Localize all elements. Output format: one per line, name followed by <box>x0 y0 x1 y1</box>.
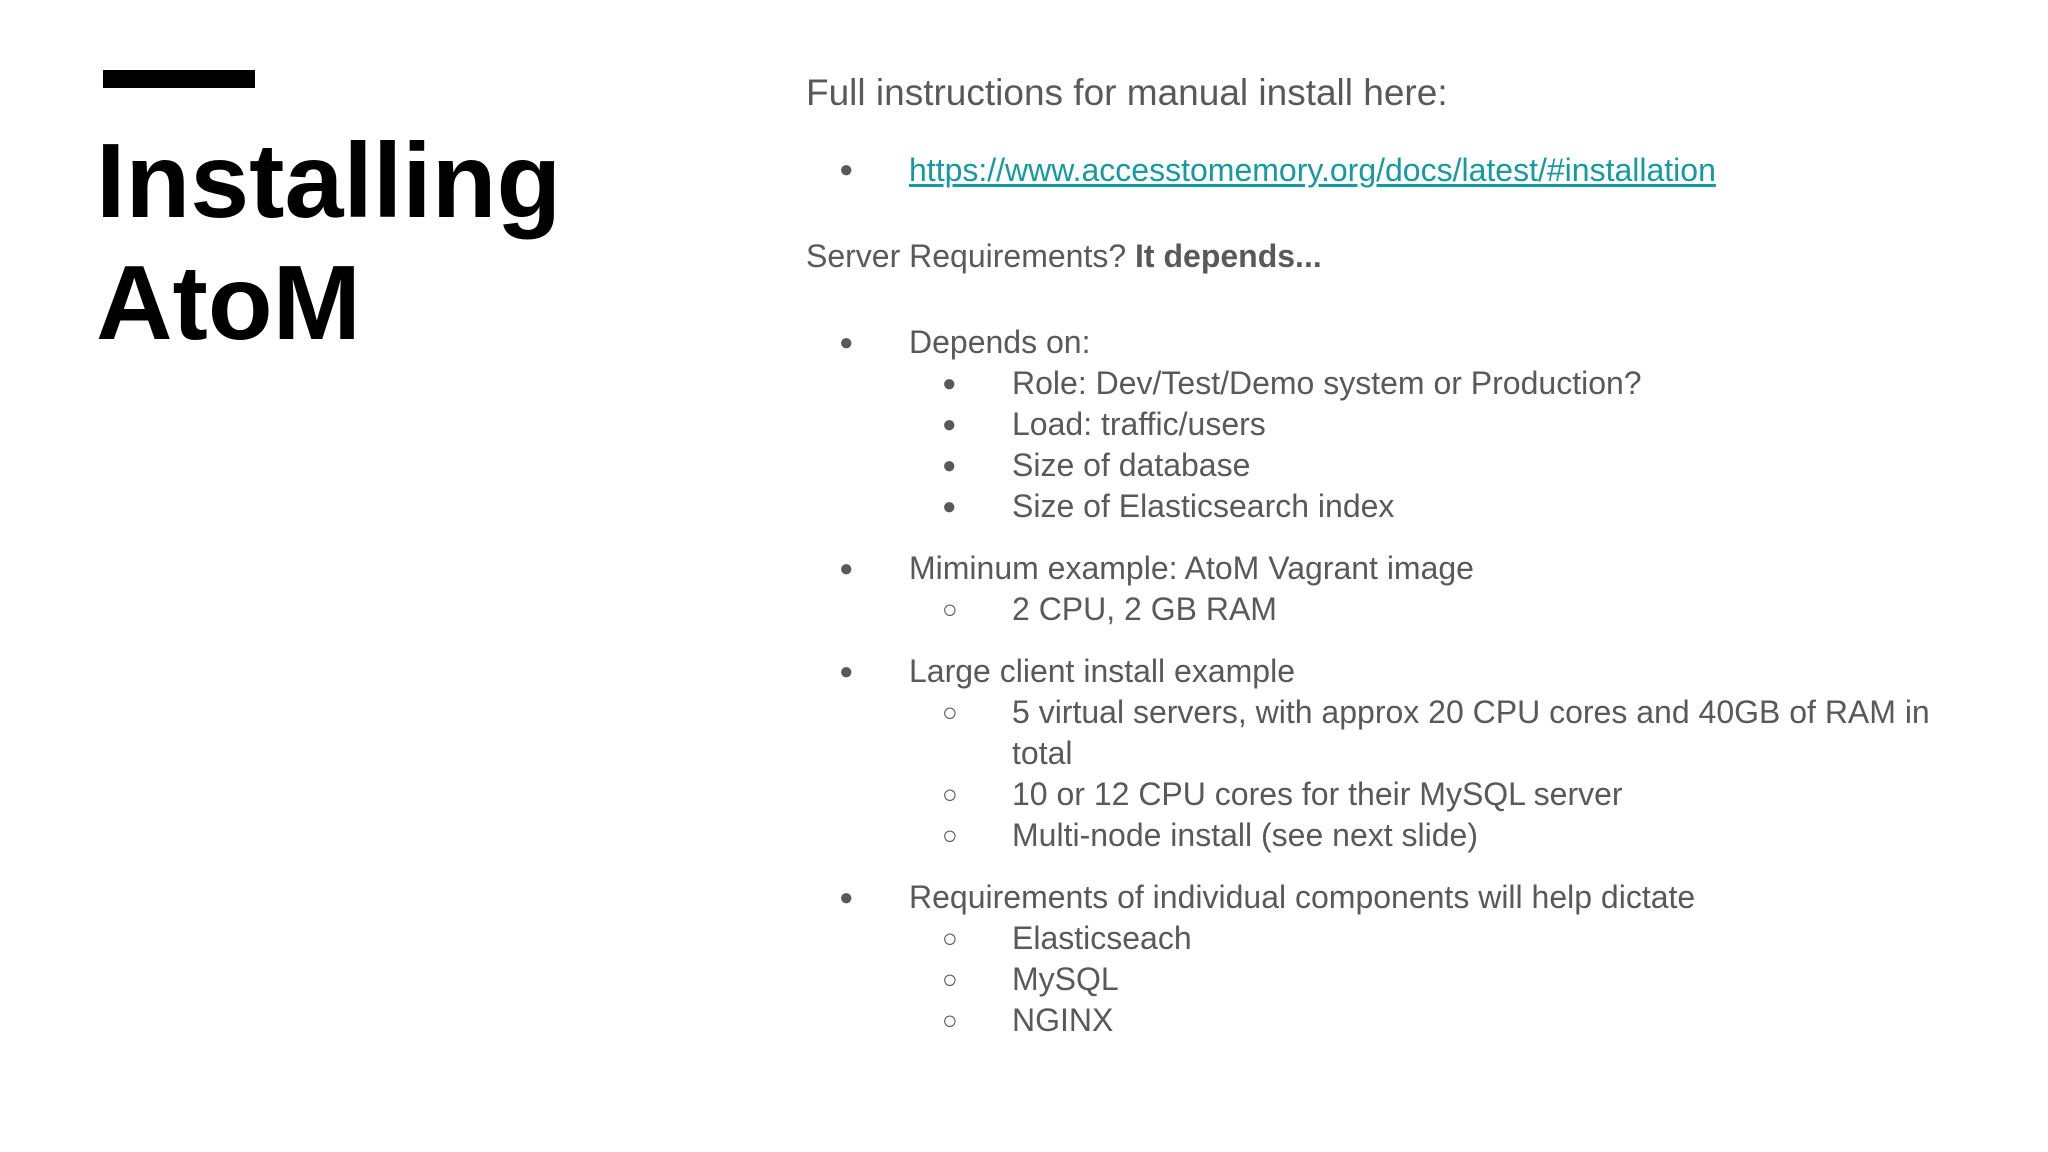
accent-bar <box>103 70 255 88</box>
requirements-text <box>806 235 1986 277</box>
requirements-bold: It depends... <box>1135 238 1322 274</box>
bullet-filled-icon: ● <box>942 452 957 479</box>
slide-title <box>96 120 716 364</box>
title-line-1: Installing <box>96 122 562 240</box>
list-item <box>909 918 1986 959</box>
bullet-hollow-icon: ○ <box>942 779 958 809</box>
list-item <box>909 959 1986 1000</box>
list-item <box>806 149 1986 191</box>
list-item <box>909 486 1986 527</box>
bullet-filled-icon: ● <box>839 555 854 582</box>
sub-item-text: 2 CPU, 2 GB RAM <box>1012 591 1277 627</box>
sub-list <box>909 589 1986 630</box>
list-item <box>806 877 1986 1041</box>
sub-item-text: 5 virtual servers, with approx 20 CPU cores and 40GB of RAM in total <box>1012 694 1930 771</box>
bullet-hollow-icon: ○ <box>942 594 958 624</box>
slide-content <box>806 65 1986 1062</box>
list-item <box>806 548 1986 630</box>
sub-item-text: Elasticseach <box>1012 920 1192 956</box>
sub-item-text: 10 or 12 CPU cores for their MySQL server <box>1012 776 1623 812</box>
intro-text: Full instructions for manual install here: <box>806 72 1448 113</box>
sub-item-text: Size of database <box>1012 447 1251 483</box>
list-item <box>909 445 1986 486</box>
bullet-hollow-icon: ○ <box>942 964 958 994</box>
bullet-filled-icon: ● <box>839 156 854 183</box>
sub-list <box>909 692 1986 856</box>
bullet-filled-icon: ● <box>942 411 957 438</box>
bullet-hollow-icon: ○ <box>942 697 958 727</box>
sub-list <box>909 363 1986 527</box>
list-item <box>806 651 1986 856</box>
title-line-2: AtoM <box>96 244 361 362</box>
group-label: Requirements of individual components will help dictate <box>909 879 1696 915</box>
sub-item-text: Multi-node install (see next slide) <box>1012 817 1478 853</box>
bullet-filled-icon: ● <box>839 658 854 685</box>
bullet-hollow-icon: ○ <box>942 820 958 850</box>
bullet-hollow-icon: ○ <box>942 1005 958 1035</box>
list-item <box>909 1000 1986 1041</box>
sub-item-text: MySQL <box>1012 961 1119 997</box>
bullet-filled-icon: ● <box>942 493 957 520</box>
bullet-filled-icon: ● <box>942 370 957 397</box>
installation-docs-link[interactable]: https://www.accesstomemory.org/docs/latest/#installation <box>909 152 1716 188</box>
group-label: Depends on: <box>909 324 1091 360</box>
sub-item-text: Load: traffic/users <box>1012 406 1266 442</box>
list-item <box>909 363 1986 404</box>
bullet-filled-icon: ● <box>839 329 854 356</box>
sub-item-text: Size of Elasticsearch index <box>1012 488 1395 524</box>
sub-item-text: NGINX <box>1012 1002 1114 1038</box>
requirements-list <box>806 322 1986 1041</box>
bullet-filled-icon: ● <box>839 884 854 911</box>
list-item <box>909 404 1986 445</box>
group-label: Large client install example <box>909 653 1295 689</box>
list-item <box>909 774 1986 815</box>
list-item <box>909 589 1986 630</box>
sub-list <box>909 918 1986 1041</box>
requirements-prefix: Server Requirements? <box>806 238 1127 274</box>
list-item <box>909 815 1986 856</box>
sub-item-text: Role: Dev/Test/Demo system or Production? <box>1012 365 1642 401</box>
link-list <box>806 149 1986 191</box>
list-item <box>909 692 1986 774</box>
list-item <box>806 322 1986 527</box>
group-label: Miminum example: AtoM Vagrant image <box>909 550 1474 586</box>
bullet-hollow-icon: ○ <box>942 923 958 953</box>
